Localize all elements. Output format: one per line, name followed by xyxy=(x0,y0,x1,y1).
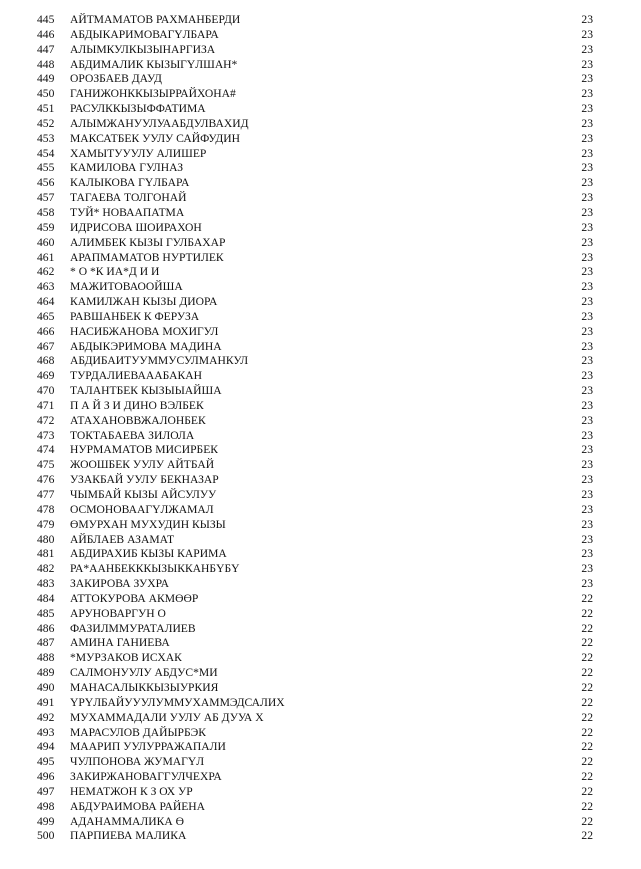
score-value: 22 xyxy=(581,651,593,665)
score-value: 23 xyxy=(581,324,593,338)
person-name: ӨМУРХАН МУХУДИН КЫЗЫ xyxy=(70,517,226,531)
row-number: 448 xyxy=(37,57,55,71)
person-name: АЙТМАМАТОВ РАХМАНБЕРДИ xyxy=(70,13,241,26)
list-item xyxy=(37,740,597,755)
list-item xyxy=(37,384,597,399)
list-item xyxy=(37,132,597,147)
score-value: 22 xyxy=(581,710,593,724)
score-value: 23 xyxy=(581,354,593,368)
person-name: ТОКТАБАЕВА ЗИЛОЛА xyxy=(70,428,195,442)
person-name: ЧЫМБАЙ КЫЗЫ АЙСУЛУУ xyxy=(70,488,217,501)
score-value: 22 xyxy=(581,680,593,694)
row-number: 487 xyxy=(37,636,55,650)
row-number: 452 xyxy=(37,116,55,130)
list-item xyxy=(37,666,597,681)
row-number: 455 xyxy=(37,161,55,175)
person-name: АРУНОВАРГУН О xyxy=(70,606,166,620)
row-number: 472 xyxy=(37,413,55,427)
person-name: ИДРИСОВА ШОИРАХОН xyxy=(70,220,202,234)
row-number: 469 xyxy=(37,369,55,383)
person-name: ҮРҮЛБАЙУУУЛУММУХАММЭДСАЛИХ xyxy=(70,695,285,709)
row-number: 465 xyxy=(37,309,55,323)
person-name: АБДИМАЛИК КЫЗЫГҮЛШАН* xyxy=(70,57,238,71)
list-item xyxy=(37,518,597,533)
score-value: 23 xyxy=(581,413,593,427)
person-name: АБДЫКЭРИМОВА МАДИНА xyxy=(70,339,222,353)
person-name: АБДИБАИТУУММУСУЛМАНКУЛ xyxy=(70,354,249,368)
list-item xyxy=(37,310,597,325)
row-number: 476 xyxy=(37,473,55,487)
person-name: ХАМЫТУУУЛУ АЛИШЕР xyxy=(70,146,207,160)
row-number: 498 xyxy=(37,799,55,813)
score-value: 23 xyxy=(581,517,593,531)
list-item xyxy=(37,785,597,800)
list-item xyxy=(37,325,597,340)
score-value: 23 xyxy=(581,131,593,145)
person-name: МААРИП УУЛУРРАЖАПАЛИ xyxy=(70,740,226,754)
list-item xyxy=(37,236,597,251)
score-value: 22 xyxy=(581,829,593,843)
score-value: 23 xyxy=(581,205,593,219)
person-name: РА*ААНБЕКККЫЗЫККАНБҮБҮ xyxy=(70,562,240,576)
list-item xyxy=(37,340,597,355)
person-name: ГАНИЖОНККЫЗЫРРАЙХОНА# xyxy=(70,87,236,101)
row-number: 499 xyxy=(37,814,55,828)
person-name: АРАПМАМАТОВ НУРТИЛЕК xyxy=(70,250,224,264)
person-name: ЖООШБЕК УУЛУ АЙТБАЙ xyxy=(70,458,215,472)
score-value: 23 xyxy=(581,176,593,190)
list-item xyxy=(37,147,597,162)
list-item xyxy=(37,696,597,711)
row-number: 484 xyxy=(37,591,55,605)
ranking-list xyxy=(37,13,597,844)
score-value: 22 xyxy=(581,740,593,754)
score-value: 23 xyxy=(581,280,593,294)
row-number: 466 xyxy=(37,324,55,338)
row-number: 454 xyxy=(37,146,55,160)
row-number: 497 xyxy=(37,784,55,798)
row-number: 462 xyxy=(37,265,55,279)
list-item xyxy=(37,622,597,637)
row-number: 453 xyxy=(37,131,55,145)
score-value: 23 xyxy=(581,87,593,101)
list-item xyxy=(37,636,597,651)
score-value: 23 xyxy=(581,146,593,160)
score-value: 23 xyxy=(581,577,593,591)
person-name: ФАЗИЛММУРАТАЛИЕВ xyxy=(70,621,196,635)
score-value: 22 xyxy=(581,606,593,620)
row-number: 478 xyxy=(37,502,55,516)
row-number: 496 xyxy=(37,770,55,784)
row-number: 464 xyxy=(37,295,55,309)
list-item xyxy=(37,43,597,58)
list-item xyxy=(37,458,597,473)
list-item xyxy=(37,221,597,236)
person-name: УЗАКБАЙ УУЛУ БЕКНАЗАР xyxy=(70,473,219,487)
row-number: 490 xyxy=(37,680,55,694)
row-number: 485 xyxy=(37,606,55,620)
person-name: ТУРДАЛИЕВАААБАКАН xyxy=(70,369,202,383)
score-value: 23 xyxy=(581,532,593,546)
score-value: 23 xyxy=(581,102,593,116)
person-name: НАСИБЖАНОВА МОХИГУЛ xyxy=(70,324,219,338)
list-item xyxy=(37,117,597,132)
row-number: 473 xyxy=(37,428,55,442)
list-item xyxy=(37,681,597,696)
row-number: 475 xyxy=(37,458,55,472)
row-number: 450 xyxy=(37,87,55,101)
person-name: ЗАКИРЖАНОВАГГУЛЧЕХРА xyxy=(70,770,222,784)
person-name: АБДЫКАРИМОВАГҮЛБАРА xyxy=(70,27,219,41)
row-number: 451 xyxy=(37,102,55,116)
row-number: 470 xyxy=(37,384,55,398)
score-value: 22 xyxy=(581,814,593,828)
row-number: 493 xyxy=(37,725,55,739)
row-number: 480 xyxy=(37,532,55,546)
score-value: 22 xyxy=(581,784,593,798)
row-number: 481 xyxy=(37,547,55,561)
list-item xyxy=(37,829,597,844)
list-item xyxy=(37,488,597,503)
row-number: 461 xyxy=(37,250,55,264)
score-value: 22 xyxy=(581,755,593,769)
score-value: 22 xyxy=(581,636,593,650)
list-item xyxy=(37,251,597,266)
list-item xyxy=(37,726,597,741)
row-number: 482 xyxy=(37,562,55,576)
person-name: ЗАКИРОВА ЗУХРА xyxy=(70,577,169,591)
row-number: 449 xyxy=(37,72,55,86)
score-value: 23 xyxy=(581,220,593,234)
row-number: 474 xyxy=(37,443,55,457)
list-item xyxy=(37,265,597,280)
row-number: 471 xyxy=(37,398,55,412)
row-number: 500 xyxy=(37,829,55,843)
list-item xyxy=(37,711,597,726)
person-name: ПАРПИЕВА МАЛИКА xyxy=(70,829,187,843)
row-number: 483 xyxy=(37,577,55,591)
list-item xyxy=(37,13,597,28)
list-item xyxy=(37,800,597,815)
score-value: 23 xyxy=(581,191,593,205)
person-name: АБДУРАИМОВА РАЙЕНА xyxy=(70,799,206,813)
list-item xyxy=(37,770,597,785)
person-name: РАВШАНБЕК К ФЕРУЗА xyxy=(70,309,200,323)
score-value: 23 xyxy=(581,72,593,86)
score-value: 23 xyxy=(581,57,593,71)
list-item xyxy=(37,72,597,87)
list-item xyxy=(37,755,597,770)
row-number: 494 xyxy=(37,740,55,754)
list-item xyxy=(37,414,597,429)
row-number: 457 xyxy=(37,191,55,205)
list-item xyxy=(37,562,597,577)
person-name: САЛМОНУУЛУ АБДУС*МИ xyxy=(70,666,218,680)
score-value: 23 xyxy=(581,295,593,309)
list-item xyxy=(37,651,597,666)
row-number: 488 xyxy=(37,651,55,665)
list-item xyxy=(37,191,597,206)
list-item xyxy=(37,369,597,384)
score-value: 23 xyxy=(581,473,593,487)
score-value: 23 xyxy=(581,265,593,279)
row-number: 491 xyxy=(37,695,55,709)
row-number: 486 xyxy=(37,621,55,635)
list-item xyxy=(37,87,597,102)
score-value: 23 xyxy=(581,398,593,412)
person-name: КАМИЛОВА ГУЛНАЗ xyxy=(70,161,184,175)
person-name: АДАНАММАЛИКА Ө xyxy=(70,814,185,828)
person-name: АЙБЛАЕВ АЗАМАТ xyxy=(70,532,175,546)
score-value: 22 xyxy=(581,695,593,709)
person-name: АБДИРАХИБ КЫЗЫ КАРИМА xyxy=(70,547,227,561)
score-value: 23 xyxy=(581,13,593,26)
score-value: 22 xyxy=(581,621,593,635)
row-number: 458 xyxy=(37,205,55,219)
list-item xyxy=(37,592,597,607)
person-name: * О *К ИА*Д И И xyxy=(70,265,160,279)
person-name: *МУРЗАКОВ ИСХАК xyxy=(70,651,182,665)
list-item xyxy=(37,58,597,73)
list-item xyxy=(37,102,597,117)
list-item xyxy=(37,295,597,310)
score-value: 23 xyxy=(581,547,593,561)
person-name: П А Й З И ДИНО ВЭЛБЕК xyxy=(70,398,204,412)
person-name: МУХАММАДАЛИ УУЛУ АБ ДУУА Х xyxy=(70,710,264,724)
person-name: КАМИЛЖАН КЫЗЫ ДИОРА xyxy=(70,295,218,309)
score-value: 23 xyxy=(581,488,593,501)
score-value: 23 xyxy=(581,235,593,249)
list-item xyxy=(37,473,597,488)
score-value: 23 xyxy=(581,250,593,264)
person-name: МАЖИТОВАООЙША xyxy=(70,280,183,294)
list-item xyxy=(37,503,597,518)
score-value: 23 xyxy=(581,116,593,130)
score-value: 23 xyxy=(581,458,593,472)
list-item xyxy=(37,206,597,221)
person-name: МАРАСУЛОВ ДАЙЫРБЭК xyxy=(70,725,207,739)
list-item xyxy=(37,533,597,548)
score-value: 22 xyxy=(581,725,593,739)
person-name: НУРМАМАТОВ МИСИРБЕК xyxy=(70,443,219,457)
list-item xyxy=(37,161,597,176)
list-item xyxy=(37,577,597,592)
person-name: АЛИМБЕК КЫЗЫ ГУЛБАХАР xyxy=(70,235,226,249)
list-item xyxy=(37,176,597,191)
list-item xyxy=(37,815,597,830)
row-number: 445 xyxy=(37,13,55,26)
score-value: 22 xyxy=(581,591,593,605)
score-value: 23 xyxy=(581,309,593,323)
row-number: 447 xyxy=(37,42,55,56)
list-item xyxy=(37,399,597,414)
person-name: ЧУЛПОНОВА ЖУМАГҮЛ xyxy=(70,755,205,769)
person-name: АМИНА ГАНИЕВА xyxy=(70,636,170,650)
score-value: 23 xyxy=(581,369,593,383)
list-item xyxy=(37,280,597,295)
row-number: 460 xyxy=(37,235,55,249)
score-value: 23 xyxy=(581,161,593,175)
row-number: 468 xyxy=(37,354,55,368)
person-name: ОРОЗБАЕВ ДАУД xyxy=(70,72,162,86)
list-item xyxy=(37,443,597,458)
list-item xyxy=(37,547,597,562)
person-name: РАСУЛККЫЗЫФФАТИМА xyxy=(70,102,206,116)
list-item xyxy=(37,28,597,43)
person-name: КАЛЫКОВА ГҮЛБАРА xyxy=(70,176,190,190)
person-name: ТАГАЕВА ТОЛГОНАЙ xyxy=(70,191,187,205)
score-value: 22 xyxy=(581,799,593,813)
row-number: 477 xyxy=(37,488,55,501)
score-value: 23 xyxy=(581,562,593,576)
score-value: 23 xyxy=(581,27,593,41)
person-name: ОСМОНОВААГҮЛЖАМАЛ xyxy=(70,502,214,516)
list-item xyxy=(37,354,597,369)
score-value: 23 xyxy=(581,384,593,398)
row-number: 495 xyxy=(37,755,55,769)
row-number: 463 xyxy=(37,280,55,294)
person-name: АТТОКУРОВА АКМӨӨР xyxy=(70,591,199,605)
row-number: 456 xyxy=(37,176,55,190)
person-name: МАКСАТБЕК УУЛУ САЙФУДИН xyxy=(70,131,241,145)
score-value: 23 xyxy=(581,443,593,457)
score-value: 23 xyxy=(581,42,593,56)
row-number: 467 xyxy=(37,339,55,353)
score-value: 23 xyxy=(581,428,593,442)
person-name: МАНАСАЛЫККЫЗЫУРКИЯ xyxy=(70,680,219,694)
person-name: НЕМАТЖОН К З ОХ УР xyxy=(70,784,193,798)
person-name: АТАХАНОВВЖАЛОНБЕК xyxy=(70,413,206,427)
person-name: ТУЙ* НОВААПАТМА xyxy=(70,205,185,219)
row-number: 489 xyxy=(37,666,55,680)
row-number: 479 xyxy=(37,517,55,531)
score-value: 23 xyxy=(581,502,593,516)
person-name: АЛЫМЖАНУУЛУААБДУЛВАХИД xyxy=(70,116,249,130)
person-name: АЛЫМКУЛКЫЗЫНАРГИЗА xyxy=(70,42,216,56)
row-number: 446 xyxy=(37,27,55,41)
person-name: ТАЛАНТБЕК КЫЗЫЫАЙША xyxy=(70,384,222,398)
score-value: 22 xyxy=(581,666,593,680)
score-value: 22 xyxy=(581,770,593,784)
list-item xyxy=(37,429,597,444)
row-number: 492 xyxy=(37,710,55,724)
score-value: 23 xyxy=(581,339,593,353)
list-item xyxy=(37,607,597,622)
row-number: 459 xyxy=(37,220,55,234)
